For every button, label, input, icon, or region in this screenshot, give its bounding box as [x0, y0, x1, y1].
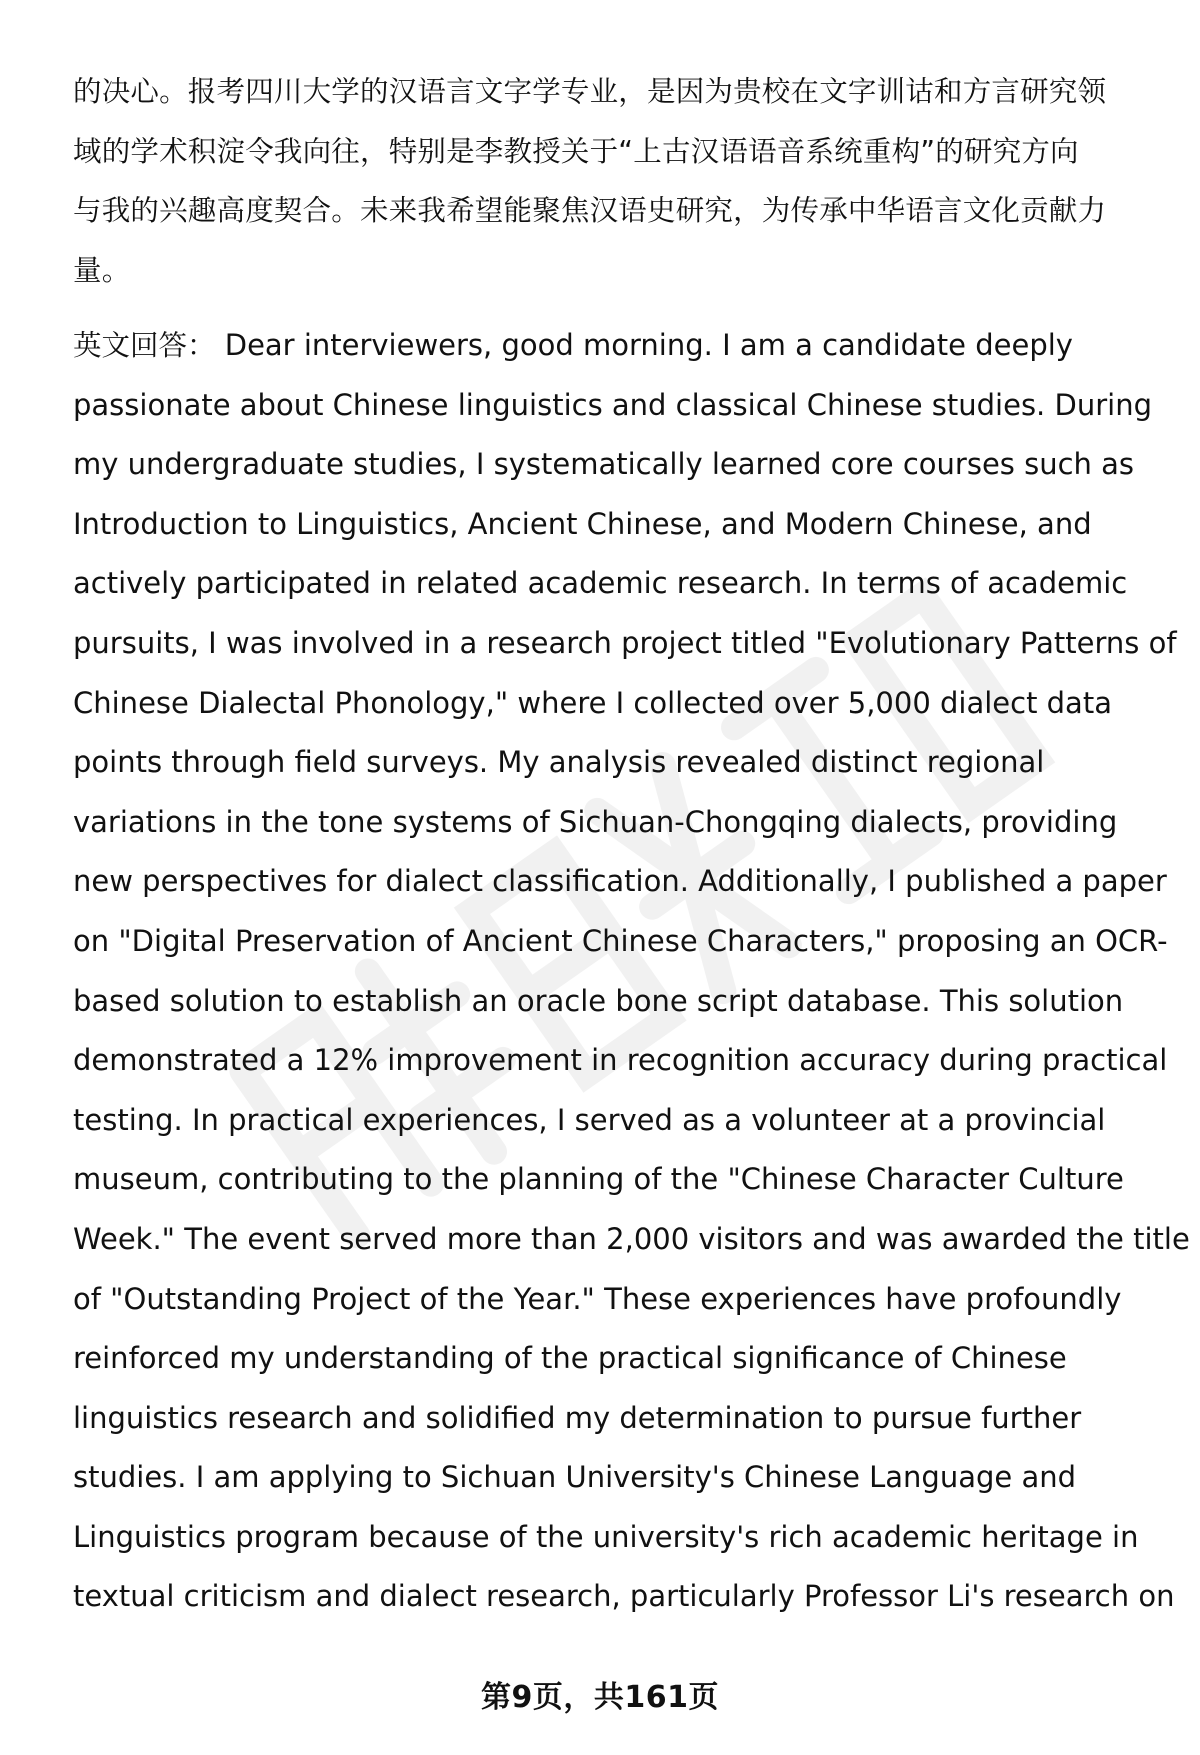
text-line: 与我的兴趣高度契合。未来我希望能聚焦汉语史研究，为传承中华语言文化贡献力: [73, 194, 1107, 227]
chinese-paragraph: [73, 62, 1158, 300]
text-line: Dear interviewers, good morning. I am a candidate deeply: [215, 328, 1073, 362]
text-line: passionate about Chinese linguistics and classical Chinese studies. During: [73, 387, 1152, 422]
text-line: of "Outstanding Project of the Year." These experiences have profoundly: [73, 1281, 1122, 1316]
text-line: Week." The event served more than 2,000 visitors and was awarded the title: [73, 1221, 1190, 1256]
text-line: reinforced my understanding of the practical significance of Chinese: [73, 1341, 1067, 1376]
text-line: my undergraduate studies, I systematically learned core courses such as: [73, 447, 1135, 482]
text-line: studies. I am applying to Sichuan University's Chinese Language and: [73, 1460, 1077, 1495]
english-answer-label: 英文回答：: [73, 329, 216, 362]
text-line: 域的学术积淀令我向往，特别是李教授关于“上古汉语语音系统重构”的研究方向: [73, 134, 1079, 168]
text-line: actively participated in related academic research. In terms of academic: [73, 566, 1128, 601]
text-line: textual criticism and dialect research, particularly Professor Li's research on: [73, 1579, 1175, 1614]
text-line: on "Digital Preservation of Ancient Chinese Characters," proposing an OCR-: [73, 923, 1168, 958]
document-body: [73, 62, 1190, 1627]
text-line: linguistics research and solidified my determination to pursue further: [73, 1400, 1082, 1435]
text-line: Introduction to Linguistics, Ancient Chinese, and Modern Chinese, and: [73, 506, 1092, 541]
text-line: museum, contributing to the planning of the "Chinese Character Culture: [73, 1162, 1124, 1197]
text-line: 的决心。报考四川大学的汉语言文字学专业，是因为贵校在文字训诂和方言研究领: [73, 75, 1107, 108]
page-number-footer: 第9页，共161页: [481, 1680, 719, 1715]
text-line: based solution to establish an oracle bone script database. This solution: [73, 983, 1124, 1018]
english-answer-first-line: [73, 316, 1158, 376]
text-line: Chinese Dialectal Phonology," where I collected over 5,000 dialect data: [73, 685, 1112, 720]
text-line: points through field surveys. My analysis revealed distinct regional: [73, 745, 1045, 780]
text-line: demonstrated a 12% improvement in recognition accuracy during practical: [73, 1043, 1168, 1078]
text-line: testing. In practical experiences, I served as a volunteer at a provincial: [73, 1102, 1106, 1137]
text-line: pursuits, I was involved in a research project titled "Evolutionary Patterns of: [73, 625, 1177, 660]
english-answer-paragraph: [73, 316, 1190, 1627]
text-line: variations in the tone systems of Sichuan-Chongqing dialects, providing: [73, 804, 1118, 839]
text-line: new perspectives for dialect classification. Additionally, I published a paper: [73, 864, 1167, 899]
text-line: Linguistics program because of the university's rich academic heritage in: [73, 1519, 1139, 1554]
text-line: 量。: [73, 253, 131, 287]
